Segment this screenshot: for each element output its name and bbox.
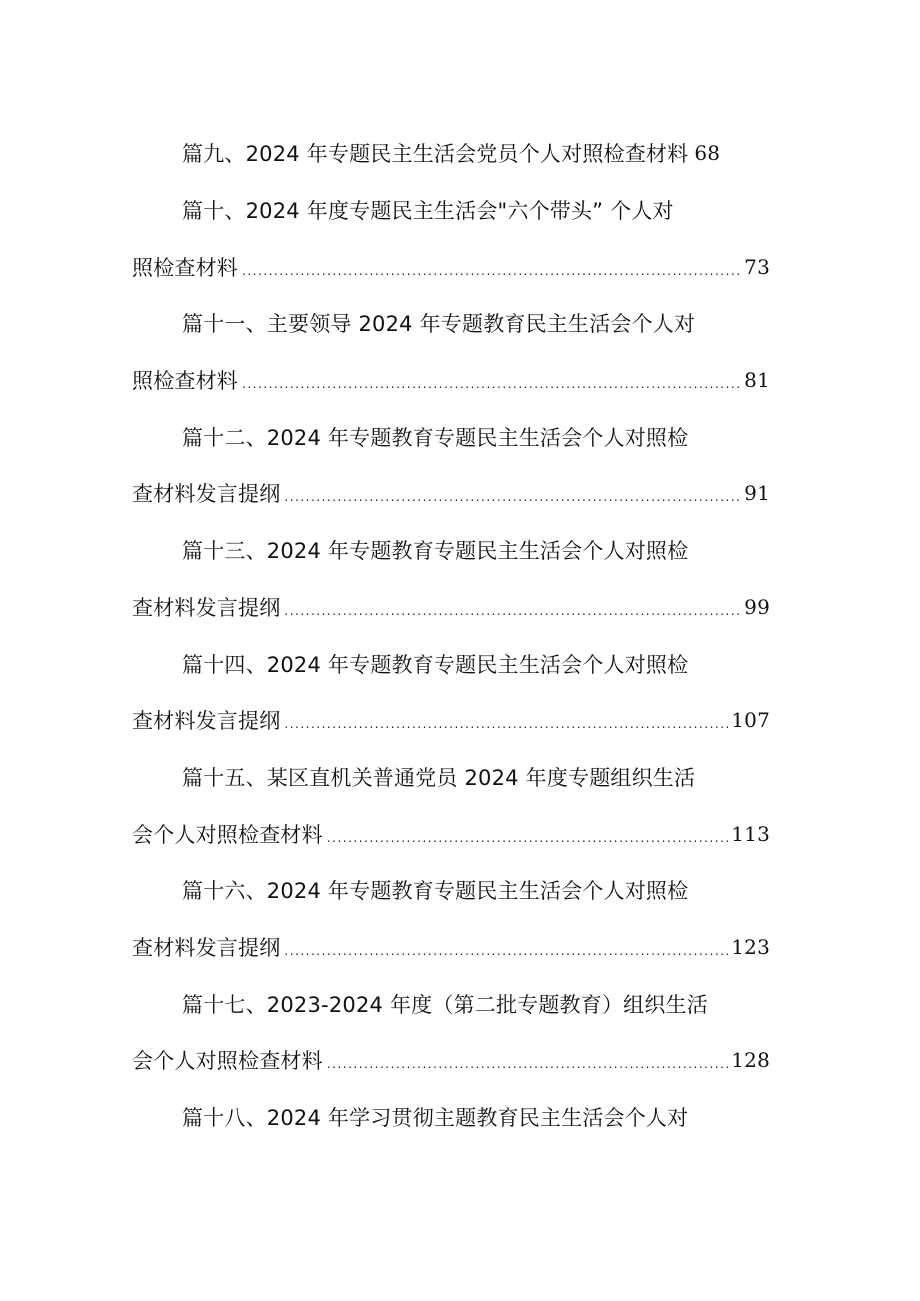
toc-entry-title-continuation: 查材料发言提纲 (132, 709, 281, 734)
toc-entry-title: 篇十一、主要领导 2024 年专题教育民主生活会个人对 (182, 312, 696, 337)
toc-entry-11[interactable] (132, 295, 770, 352)
toc-entry-17-continuation[interactable] (132, 1032, 770, 1089)
toc-entry-13[interactable] (132, 522, 770, 579)
toc-entry-title: 篇十三、2024 年专题教育专题民主生活会个人对照检 (182, 539, 689, 564)
dot-leader (242, 377, 742, 391)
toc-entry-title: 篇十八、2024 年学习贯彻主题教育民主生活会个人对 (182, 1106, 689, 1131)
toc-entry-10[interactable] (132, 182, 770, 239)
toc-entry-14-continuation[interactable] (132, 692, 770, 749)
toc-page-number: 113 (731, 821, 770, 846)
dot-leader (284, 717, 729, 731)
toc-entry-14[interactable] (132, 635, 770, 692)
dot-leader (327, 831, 729, 845)
toc-page-number: 107 (731, 708, 770, 733)
toc-page-number: 73 (744, 254, 770, 279)
toc-entry-16-continuation[interactable] (132, 919, 770, 976)
toc-entry-title: 篇十二、2024 年专题教育专题民主生活会个人对照检 (182, 425, 689, 450)
toc-entry-title: 篇十、2024 年度专题民主生活会"六个带头” 个人对 (182, 199, 674, 224)
toc-entry-15-continuation[interactable] (132, 805, 770, 862)
toc-entry-title-continuation: 查材料发言提纲 (132, 935, 281, 960)
toc-page-number: 128 (731, 1048, 770, 1073)
toc-entry-16[interactable] (132, 862, 770, 919)
toc-entry-title-continuation: 照检查材料 (132, 369, 238, 394)
toc-entry-12-continuation[interactable] (132, 465, 770, 522)
toc-entry-11-continuation[interactable] (132, 352, 770, 409)
toc-entry-title-continuation: 查材料发言提纲 (132, 595, 281, 620)
table-of-contents (132, 125, 770, 1145)
toc-page-number: 81 (744, 368, 770, 393)
toc-entry-18[interactable] (132, 1089, 770, 1146)
dot-leader (327, 1057, 729, 1071)
toc-entry-17[interactable] (132, 975, 770, 1032)
toc-page-number: 91 (744, 481, 770, 506)
toc-entry-13-continuation[interactable] (132, 579, 770, 636)
dot-leader (284, 490, 742, 504)
toc-page-number: 99 (744, 594, 770, 619)
dot-leader (284, 944, 729, 958)
dot-leader (242, 264, 742, 278)
toc-entry-title: 篇九、2024 年专题民主生活会党员个人对照检查材料 (182, 142, 689, 167)
toc-entry-9[interactable] (132, 125, 770, 182)
toc-entry-title-continuation: 照检查材料 (132, 255, 238, 280)
toc-entry-title: 篇十五、某区直机关普通党员 2024 年度专题组织生活 (182, 765, 696, 790)
toc-entry-title-continuation: 会个人对照检查材料 (132, 822, 323, 847)
toc-entry-10-continuation[interactable] (132, 238, 770, 295)
toc-page-number: 123 (731, 934, 770, 959)
toc-entry-title-continuation: 会个人对照检查材料 (132, 1049, 323, 1074)
toc-entry-title: 篇十七、2023-2024 年度（第二批专题教育）组织生活 (182, 992, 708, 1017)
dot-leader (284, 604, 742, 618)
toc-entry-title: 篇十六、2024 年专题教育专题民主生活会个人对照检 (182, 879, 689, 904)
toc-entry-12[interactable] (132, 408, 770, 465)
toc-entry-15[interactable] (132, 749, 770, 806)
toc-entry-title: 篇十四、2024 年专题教育专题民主生活会个人对照检 (182, 652, 689, 677)
toc-entry-title-continuation: 查材料发言提纲 (132, 482, 281, 507)
toc-page-number: 68 (694, 141, 721, 166)
